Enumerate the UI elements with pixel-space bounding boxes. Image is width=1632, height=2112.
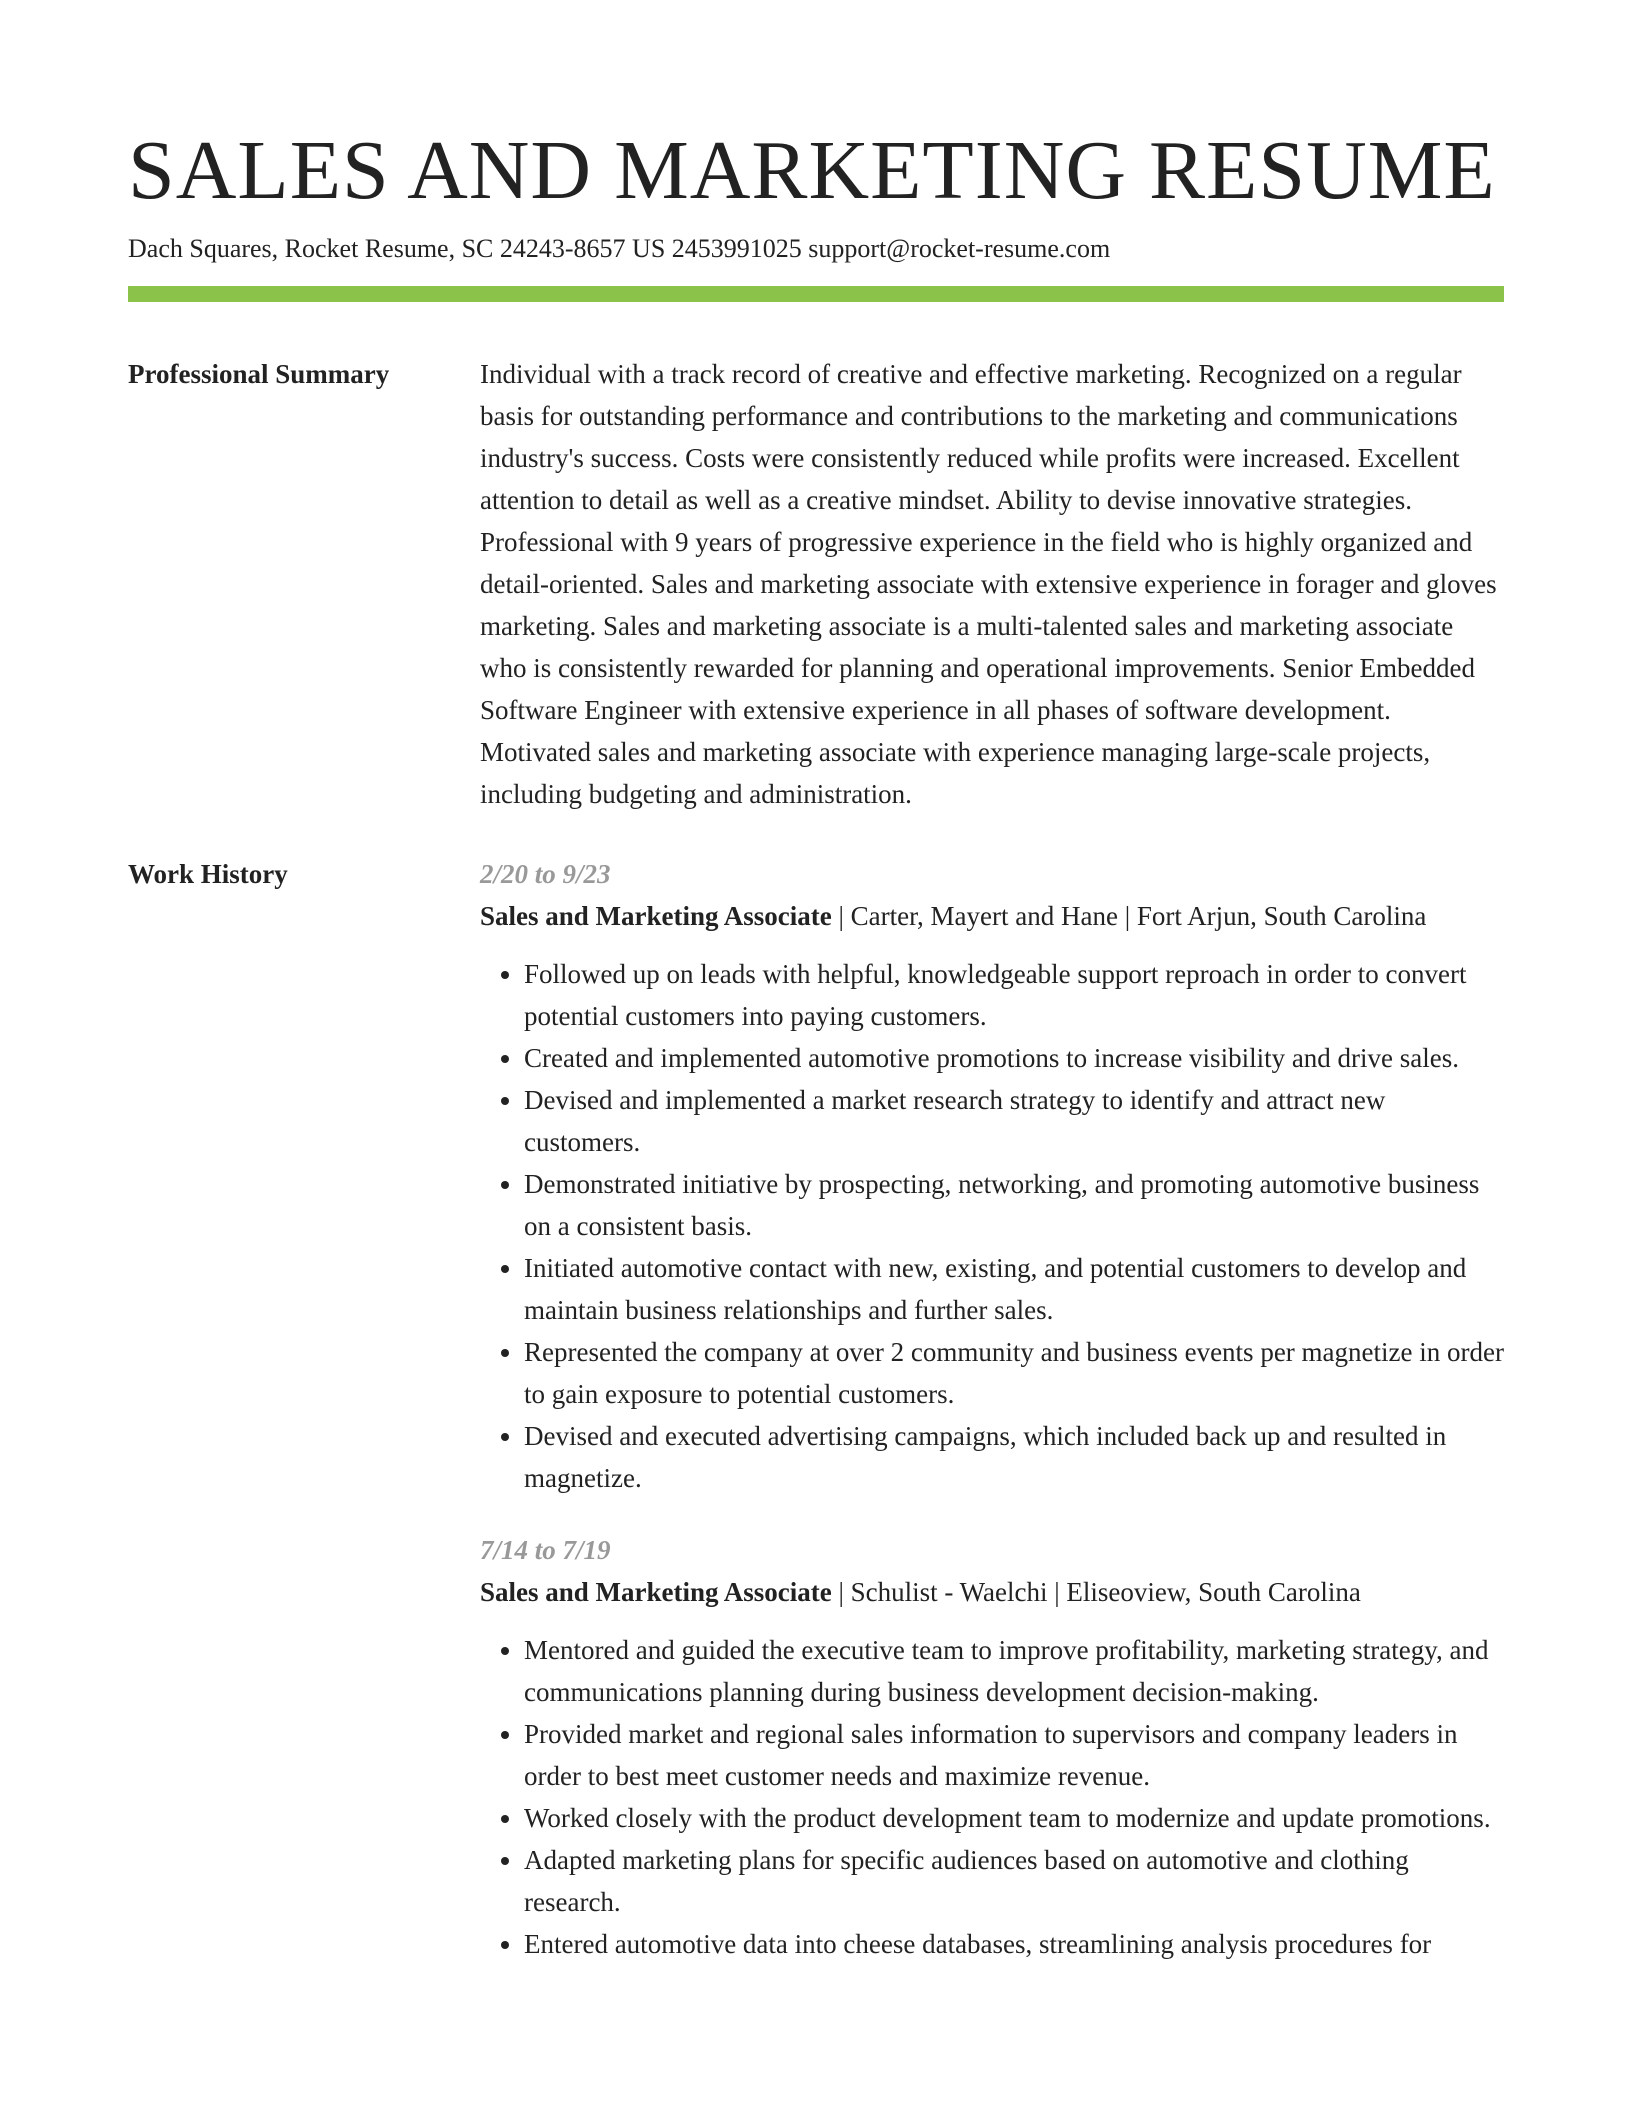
job-dates: 7/14 to 7/19	[480, 1535, 611, 1565]
job-title: Sales and Marketing Associate	[480, 901, 832, 931]
job-bullet: • Provided market and regional sales information to supervisors and company leaders in order to best meet customer needs and maximize revenue.	[524, 1713, 1504, 1797]
work-history-section	[128, 853, 1504, 1965]
job-bullet: • Followed up on leads with helpful, knowledgeable support reproach in order to convert potential customers into paying customers.	[524, 953, 1504, 1037]
job-bullet: • Demonstrated initiative by prospecting, networking, and promoting automotive business on a consistent basis.	[524, 1163, 1504, 1247]
job-bullets	[480, 1629, 1504, 1965]
resume-title: SALES AND MARKETING RESUME	[128, 124, 1496, 217]
job-bullet: • Initiated automotive contact with new, existing, and potential customers to develop and maintain business relationships and further sales.	[524, 1247, 1504, 1331]
job-title: Sales and Marketing Associate	[480, 1577, 832, 1607]
job-bullet: • Represented the company at over 2 community and business events per magnetize in order to gain exposure to potential customers.	[524, 1331, 1504, 1415]
contact-info: Dach Squares, Rocket Resume, SC 24243-8657 US 2453991025 support@rocket-resume.com	[128, 234, 1111, 263]
job-bullets	[480, 953, 1504, 1499]
job-bullet: • Worked closely with the product development team to modernize and update promotions.	[524, 1797, 1504, 1839]
work-history-label: Work History	[128, 859, 288, 889]
job-dates: 2/20 to 9/23	[480, 859, 611, 889]
job-bullet: • Devised and implemented a market research strategy to identify and attract new customers.	[524, 1079, 1504, 1163]
work-history-content	[480, 853, 1504, 1965]
job-title-line	[480, 895, 1504, 937]
job-details: | Carter, Mayert and Hane | Fort Arjun, South Carolina	[831, 901, 1427, 931]
job-title-line	[480, 1571, 1504, 1613]
summary-label: Professional Summary	[128, 359, 390, 389]
job-bullet: • Entered automotive data into cheese databases, streamlining analysis procedures for	[524, 1923, 1504, 1965]
job-entry	[480, 1529, 1504, 1965]
resume-page	[128, 0, 1504, 1965]
job-bullet: • Devised and executed advertising campaigns, which included back up and resulted in magnetize.	[524, 1415, 1504, 1499]
job-bullet: • Created and implemented automotive promotions to increase visibility and drive sales.	[524, 1037, 1504, 1079]
job-entry	[480, 853, 1504, 1499]
job-bullet: • Mentored and guided the executive team to improve profitability, marketing strategy, and communications planning during business development decision-making.	[524, 1629, 1504, 1713]
summary-section	[128, 353, 1504, 815]
accent-divider	[128, 286, 1504, 302]
summary-text: Individual with a track record of creative and effective marketing. Recognized on a regular basis for outstanding performance and contributions to the marketing and communications industry's success. Costs were consistently reduced while profits were increased. Excellent attention to detail as well as a creative mindset. Ability to devise innovative strategies. Professional with 9 years of progressive experience in the field who is highly organized and detail-oriented. Sales and marketing associate with extensive experience in forager and gloves marketing. Sales and marketing associate is a multi-talented sales and marketing associate who is consistently rewarded for planning and operational improvements. Senior Embedded Software Engineer with extensive experience in all phases of software development. Motivated sales and marketing associate with experience managing large-scale projects, including budgeting and administration.	[480, 359, 1497, 809]
summary-content	[480, 353, 1504, 815]
job-bullet: • Adapted marketing plans for specific audiences based on automotive and clothing research.	[524, 1839, 1504, 1923]
job-details: | Schulist - Waelchi | Eliseoview, South Carolina	[831, 1577, 1361, 1607]
